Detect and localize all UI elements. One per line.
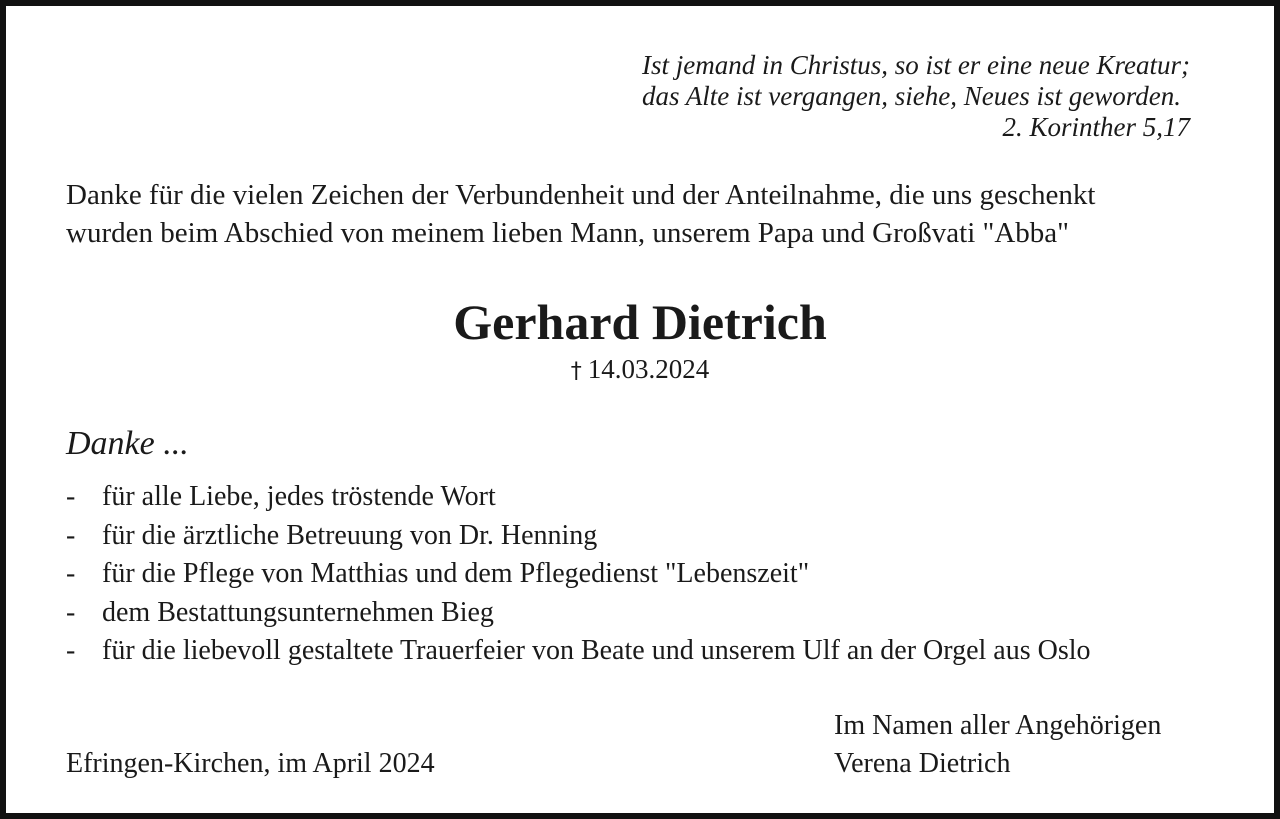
thanks-heading: Danke ... — [66, 425, 189, 462]
dash-bullet: - — [66, 558, 76, 589]
bible-quote — [642, 50, 1190, 143]
list-item — [66, 478, 1091, 517]
list-item — [66, 594, 1091, 633]
quote-line-1: Ist jemand in Christus, so ist er eine neue Kreatur; — [642, 50, 1190, 80]
dash-bullet: - — [66, 519, 76, 551]
dash-bullet: - — [66, 635, 76, 666]
list-item-text: für alle Liebe, jedes tröstende Wort — [102, 481, 496, 512]
signature-line-1: Im Namen aller Angehörigen — [834, 710, 1162, 741]
deceased-name: Gerhard Dietrich — [453, 294, 827, 350]
dash-bullet: - — [66, 481, 76, 512]
quote-reference: 2. Korinther 5,17 — [1002, 112, 1190, 142]
quote-line-2: das Alte ist vergangen, siehe, Neues ist geworden. — [642, 81, 1181, 111]
dash-bullet: - — [66, 596, 76, 628]
list-item-text: für die ärztliche Betreuung von Dr. Henning — [102, 519, 598, 551]
death-date: 14.03.2024 — [587, 354, 710, 384]
death-date-line — [0, 352, 1280, 389]
list-item — [66, 555, 1091, 594]
intro-text — [66, 176, 1246, 252]
thanks-list — [66, 478, 1091, 671]
list-item-text: für die liebevoll gestaltete Trauerfeier von Beate und unserem Ulf an der Orgel aus Oslo — [102, 635, 1091, 666]
place-date: Efringen-Kirchen, im April 2024 — [66, 748, 435, 779]
list-item — [66, 632, 1091, 671]
cross-icon: † — [570, 359, 582, 384]
list-item-text: dem Bestattungsunternehmen Bieg — [102, 596, 494, 628]
intro-line-2: wurden beim Abschied von meinem lieben Mann, unserem Papa und Großvati "Abba" — [66, 217, 1070, 249]
intro-line-1: Danke für die vielen Zeichen der Verbundenheit und der Anteilnahme, die uns geschenkt — [66, 179, 1096, 211]
signature-name: Verena Dietrich — [834, 748, 1011, 779]
list-item-text: für die Pflege von Matthias und dem Pflegedienst "Lebenszeit" — [102, 558, 810, 589]
list-item — [66, 517, 1091, 556]
signature-block — [834, 707, 1161, 783]
